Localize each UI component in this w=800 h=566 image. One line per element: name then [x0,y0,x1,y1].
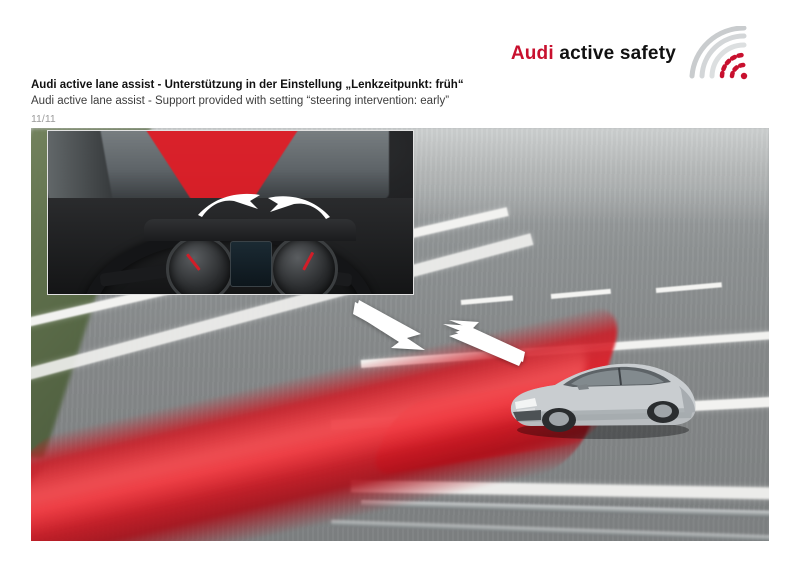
page-number: 11/11 [31,113,56,125]
speedometer-needle [302,252,314,271]
speedometer-gauge [270,235,338,295]
brand-name-rest: active safety [553,43,676,64]
title-english: Audi active lane assist - Support provided with setting “steering intervention: early” [31,95,450,107]
tachometer-needle [186,253,201,271]
inset-steering-arrow-right [254,191,334,228]
brand-wordmark [511,43,676,65]
driver-information-display [230,241,272,287]
title-german: Audi active lane assist - Unterstützung in der Einstellung „Lenkzeitpunkt: früh“ [31,79,464,91]
audi-radar-waves-icon [686,26,772,82]
title-block [31,78,551,125]
lane-assist-illustration [31,128,769,541]
cockpit-inset [47,130,414,295]
audi-a6-sedan [501,346,711,442]
brand-name-accent: Audi [510,43,554,64]
tachometer-gauge [166,235,234,295]
brand-header [511,26,772,82]
